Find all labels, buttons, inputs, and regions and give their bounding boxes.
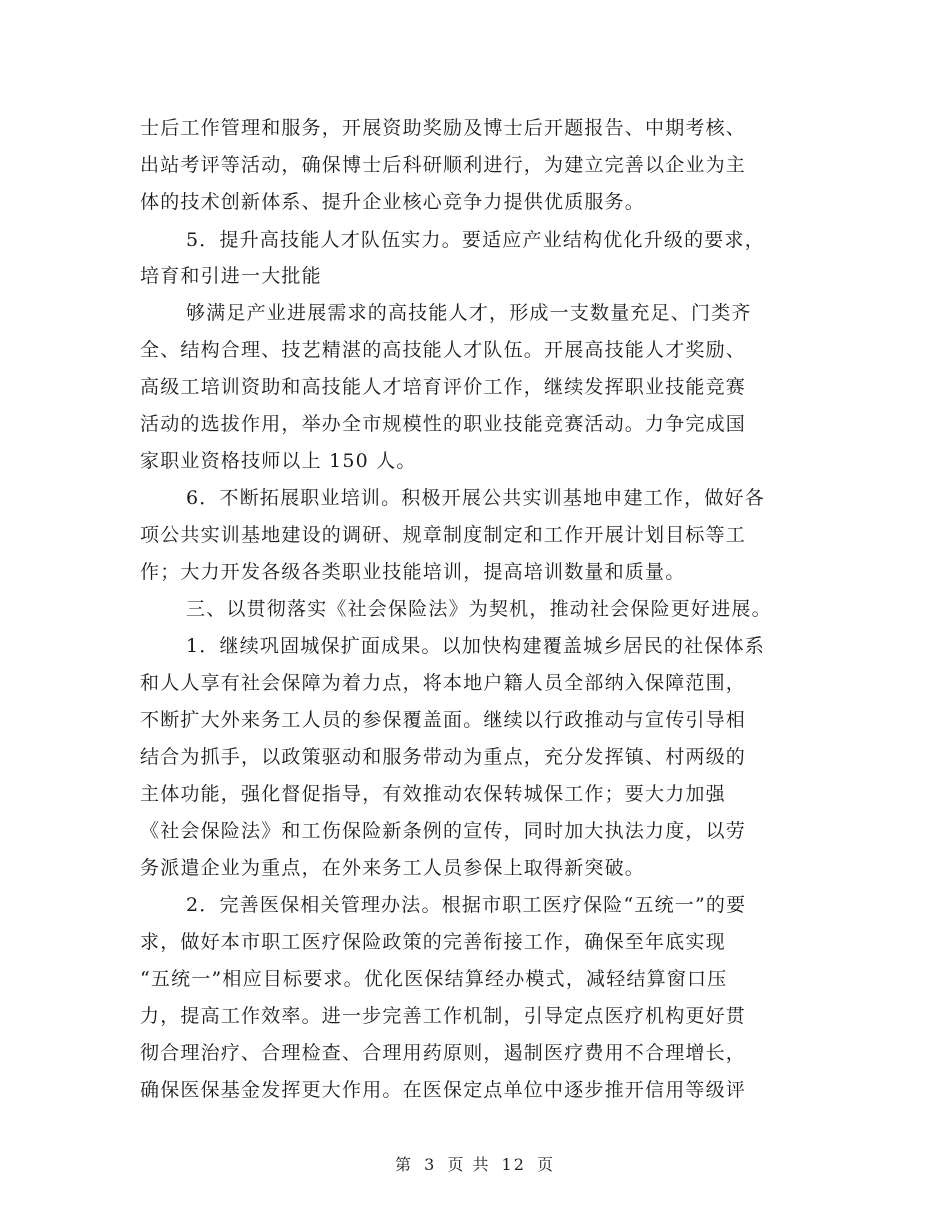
footer-suffix: 页 [537, 1155, 556, 1174]
text-line: 高级工培训资助和高技能人才培育评价工作，继续发挥职业技能竞赛 [140, 376, 747, 398]
text-line: 三、以贯彻落实《社会保险法》为契机，推动社会保险更好进展。 [186, 598, 772, 620]
text-line: 6．不断拓展职业培训。积极开展公共实训基地申建工作，做好各 [186, 487, 765, 509]
text-line: 培育和引进一大批能 [140, 265, 322, 287]
text-line: 2．完善医保相关管理办法。根据市职工医疗保险“五统一”的要 [186, 894, 747, 916]
text-line: 彻合理治疗、合理检查、合理用药原则，遏制医疗费用不合理增长， [140, 1042, 747, 1064]
total-page-count: 12 [501, 1155, 526, 1174]
text-line: 家职业资格技师以上 150 人。 [140, 450, 417, 472]
text-line: 5．提升高技能人才队伍实力。要适应产业结构优化升级的要求， [186, 229, 765, 251]
text-line: 主体功能，强化督促指导，有效推动农保转城保工作；要大力加强 [140, 783, 726, 805]
text-line: 不断扩大外来务工人员的参保覆盖面。继续以行政推动与宣传引导相 [140, 709, 747, 731]
text-line: 力，提高工作效率。进一步完善工作机制，引导定点医疗机构更好贯 [140, 1005, 747, 1027]
text-line: 1．继续巩固城保扩面成果。以加快构建覆盖城乡居民的社保体系 [186, 635, 765, 657]
text-line: 士后工作管理和服务，开展资助奖励及博士后开题报告、中期考核、 [140, 117, 747, 139]
text-line: 出站考评等活动，确保博士后科研顺利进行，为建立完善以企业为主 [140, 154, 747, 176]
text-line: 体的技术创新体系、提升企业核心竞争力提供优质服务。 [140, 191, 646, 213]
text-line: 活动的选拔作用，举办全市规模性的职业技能竞赛活动。力争完成国 [140, 413, 747, 435]
text-line: 务派遣企业为重点，在外来务工人员参保上取得新突破。 [140, 857, 646, 879]
text-line: 项公共实训基地建设的调研、规章制度制定和工作开展计划目标等工 [140, 524, 747, 546]
footer-prefix: 第 [394, 1155, 413, 1174]
text-line: 求，做好本市职工医疗保险政策的完善衔接工作，确保至年底实现 [140, 931, 726, 953]
text-line: 结合为抓手，以政策驱动和服务带动为重点，充分发挥镇、村两级的 [140, 746, 747, 768]
text-line: 和人人享有社会保障为着力点，将本地户籍人员全部纳入保障范围， [140, 672, 747, 694]
text-line: “五统一”相应目标要求。优化医保结算经办模式，减轻结算窗口压 [140, 968, 728, 990]
text-line: 确保医保基金发挥更大作用。在医保定点单位中逐步推开信用等级评 [140, 1079, 747, 1101]
text-line: 《社会保险法》和工伤保险新条例的宣传，同时加大执法力度，以劳 [140, 820, 747, 842]
footer-middle: 页 共 [447, 1155, 491, 1174]
text-line: 全、结构合理、技艺精湛的高技能人才队伍。开展高技能人才奖励、 [140, 339, 747, 361]
page-footer [0, 1152, 950, 1175]
current-page-number: 3 [424, 1155, 437, 1174]
text-line: 够满足产业进展需求的高技能人才，形成一支数量充足、门类齐 [186, 302, 752, 324]
text-line: 作；大力开发各级各类职业技能培训，提高培训数量和质量。 [140, 561, 686, 583]
